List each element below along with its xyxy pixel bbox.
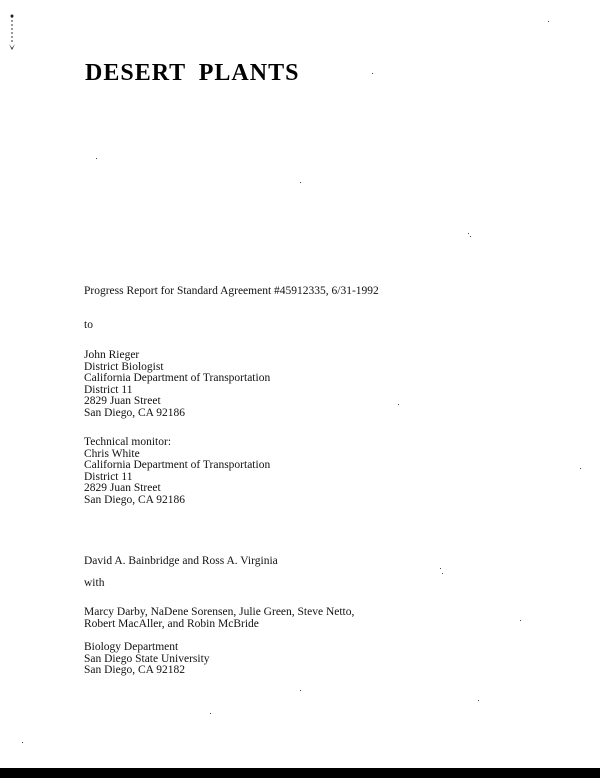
address-line: San Diego, CA 92182 xyxy=(84,664,185,677)
scan-speckle xyxy=(520,620,521,621)
scan-speckle xyxy=(440,568,441,569)
address-line: 2829 Juan Street xyxy=(84,395,161,408)
address-line: Technical monitor: xyxy=(84,436,172,448)
scan-speckle xyxy=(580,468,581,469)
address-line: Chris White xyxy=(84,447,140,460)
to-label: to xyxy=(84,319,93,331)
scan-speckle xyxy=(442,573,443,574)
report-line: Progress Report for Standard Agreement #45912335, 6/31-1992 xyxy=(84,285,379,297)
scan-speckle xyxy=(300,690,301,691)
scan-speckle xyxy=(398,404,399,405)
scan-edge-bar xyxy=(0,768,600,778)
with-label: with xyxy=(84,577,105,589)
authors-line: David A. Bainbridge and Ross A. Virginia xyxy=(84,555,278,567)
address-line: California Department of Transportation xyxy=(84,459,271,472)
scan-speckle xyxy=(300,182,301,183)
address-line: District 11 xyxy=(84,383,133,396)
staple-mark-icon xyxy=(8,14,16,54)
address-line: District 11 xyxy=(84,470,133,483)
contributors-line: Robert MacAller, and Robin McBride xyxy=(84,617,259,630)
scan-speckle xyxy=(548,21,549,22)
scan-speckle xyxy=(22,742,23,743)
technical-monitor-address xyxy=(84,437,270,507)
scan-speckle xyxy=(468,233,469,234)
recipient-address xyxy=(84,350,270,420)
address-line: San Diego State University xyxy=(84,652,210,665)
address-line: San Diego, CA 92186 xyxy=(84,493,185,506)
address-line: California Department of Transportation xyxy=(84,372,271,385)
scan-speckle xyxy=(470,236,471,237)
contributors-line: Marcy Darby, NaDene Sorensen, Julie Green, Steve Netto, xyxy=(84,606,355,618)
address-line: John Rieger xyxy=(84,349,140,361)
address-line: 2829 Juan Street xyxy=(84,482,161,495)
address-line: District Biologist xyxy=(84,360,164,373)
scan-speckle xyxy=(210,713,211,714)
scan-speckle xyxy=(96,158,97,159)
scan-speckle xyxy=(372,73,373,74)
contributors xyxy=(84,607,354,630)
address-line: San Diego, CA 92186 xyxy=(84,406,185,419)
address-line: Biology Department xyxy=(84,641,179,653)
document-title: DESERT PLANTS xyxy=(85,60,300,86)
affiliation-address xyxy=(84,642,210,677)
scan-speckle xyxy=(478,700,479,701)
